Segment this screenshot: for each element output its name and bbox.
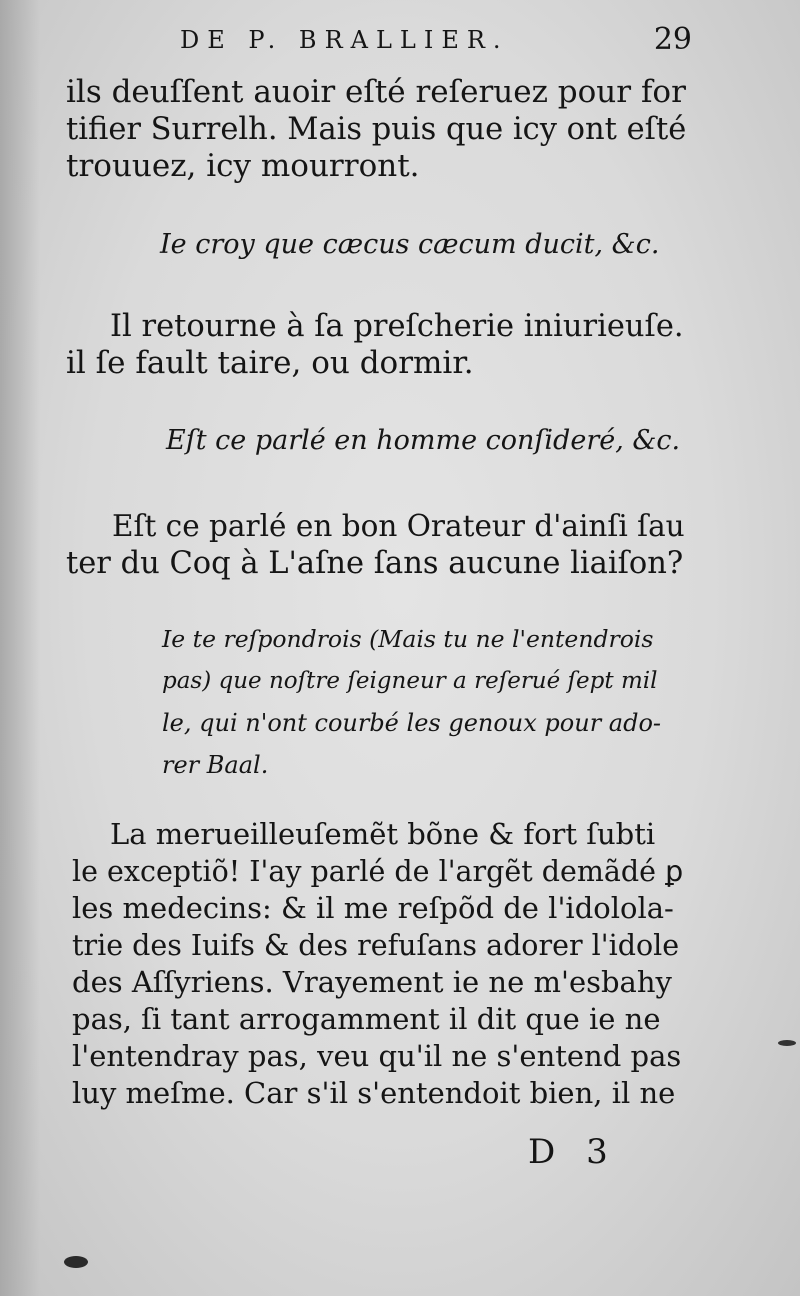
text-line: il ſe fault taire, ou dormir. [66,345,474,381]
running-title: DE P. BRALLIER. [180,26,509,54]
text-line: luy meſme. Car s'il s'entendoit bien, il ne [72,1076,676,1110]
text-line: les medecins: & il me reſpõd de l'idolola- [72,891,674,925]
quote-3 [162,618,662,786]
quote-line: Eſt ce parlé en homme conſideré, &c. [166,425,681,456]
text-line: pas, ſi tant arrogamment il dit que ie ne [72,1002,661,1036]
text-line: La merueilleuſemẽt bõne & fort ſubti [110,817,656,851]
text-line: l'entendray pas, veu qu'il ne s'entend pas [72,1039,682,1073]
quote-line: Ie croy que cæcus cæcum ducit, &c. [160,229,660,260]
binding-shadow [0,0,40,1296]
text-line: tifier Surrelh. Mais puis que icy ont eſté [66,112,687,147]
ink-blot [64,1256,88,1268]
text-line: des Aſſyriens. Vrayement ie ne m'esbahy [72,965,672,999]
signature-mark: D 3 [528,1132,618,1172]
text-line: Eſt ce parlé en bon Orateur d'ainſi ſau [112,509,685,543]
text-line: ils deuſſent auoir eſté reſeruez pour for [66,74,686,110]
page-number: 29 [653,22,692,57]
ink-blot [778,1040,796,1046]
quote-line: le, qui n'ont courbé les genoux pour ado- [162,709,662,737]
paragraph-4 [72,816,688,1112]
quote-line: pas) que noſtre ſeigneur a reſerué ſept mil [162,668,658,694]
text-line: le exceptiõ! I'ay parlé de l'argẽt demãdé ꝑ [72,855,684,888]
text-line: trouuez, icy mourront. [66,148,420,184]
quote-line: Ie te reſpondrois (Mais tu ne l'entendrois [162,625,654,653]
text-line: ter du Coq à L'aſne ſans aucune liaiſon? [66,546,684,581]
text-line: Il retourne à ſa preſcherie iniurieuſe. [110,309,684,344]
paragraph-2 [66,308,688,382]
quote-1 [160,224,680,266]
quote-line: rer Baal. [162,751,269,779]
paragraph-3 [66,508,688,582]
paragraph-1 [66,74,688,185]
text-line: trie des Iuifs & des refuſans adorer l'idole [72,929,680,962]
quote-2 [166,420,686,462]
